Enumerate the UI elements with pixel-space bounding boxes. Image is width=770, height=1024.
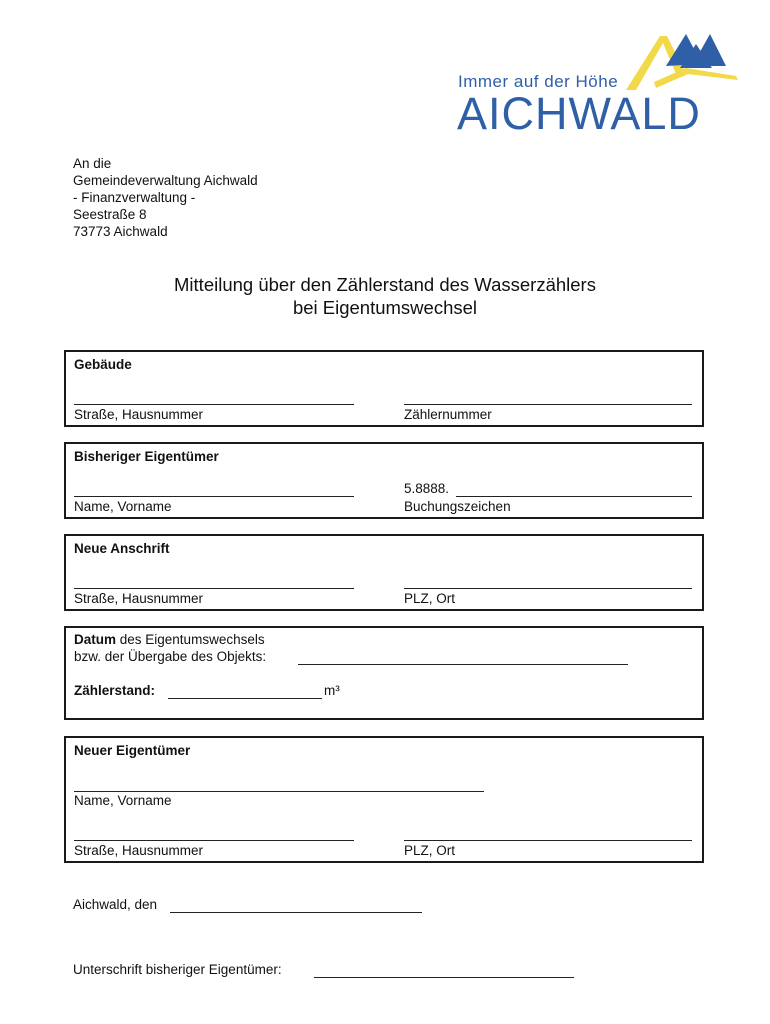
date-heading-rest: des Eigentumswechsels: [116, 632, 265, 647]
address-line: 73773 Aichwald: [73, 224, 168, 239]
name-input-line[interactable]: [74, 496, 354, 497]
meter-number-input-line[interactable]: [404, 404, 692, 405]
address-line: - Finanzverwaltung -: [73, 190, 196, 205]
title-line-1: Mitteilung über den Zählerstand des Wasserzählers: [174, 274, 596, 295]
aichwald-logo-mark-icon: [626, 30, 741, 92]
section-new-owner: [64, 736, 704, 863]
address-line: Gemeindeverwaltung Aichwald: [73, 173, 258, 188]
handover-date-input-line[interactable]: [298, 664, 628, 665]
document-title: [0, 273, 770, 319]
booking-prefix: 5.8888.: [404, 481, 450, 496]
section-heading: Neue Anschrift: [74, 541, 170, 556]
address-line: An die: [73, 156, 112, 171]
booking-label: Buchungszeichen: [404, 499, 511, 514]
handover-label: bzw. der Übergabe des Objekts:: [74, 649, 267, 664]
place-date-label: Aichwald, den: [73, 897, 158, 912]
section-previous-owner: [64, 442, 704, 519]
name-label: Name, Vorname: [74, 499, 172, 514]
recipient-address: [73, 155, 258, 240]
logo-tagline: Immer auf der Höhe: [458, 72, 619, 91]
street-label: Straße, Hausnummer: [74, 407, 204, 422]
street-label: Straße, Hausnummer: [74, 843, 204, 858]
meter-number-label: Zählernummer: [404, 407, 492, 422]
city-input-line[interactable]: [404, 840, 692, 841]
street-input-line[interactable]: [74, 840, 354, 841]
place-date-input-line[interactable]: [170, 912, 422, 913]
section-heading: Bisheriger Eigentümer: [74, 449, 219, 464]
date-heading: [74, 632, 265, 647]
meter-reading-input-line[interactable]: [168, 698, 322, 699]
booking-input-line[interactable]: [456, 496, 692, 497]
logo-name: AICHWALD: [457, 88, 701, 139]
section-heading: Gebäude: [74, 357, 132, 372]
street-label: Straße, Hausnummer: [74, 591, 204, 606]
address-line: Seestraße 8: [73, 207, 147, 222]
street-input-line[interactable]: [74, 404, 354, 405]
name-label: Name, Vorname: [74, 793, 172, 808]
name-input-line[interactable]: [74, 791, 484, 792]
date-heading-bold: Datum: [74, 632, 117, 647]
title-line-2: bei Eigentumswechsel: [292, 297, 478, 318]
signature-input-line[interactable]: [314, 977, 574, 978]
city-label: PLZ, Ort: [404, 591, 456, 606]
city-input-line[interactable]: [404, 588, 692, 589]
section-date-meter: [64, 626, 704, 720]
street-input-line[interactable]: [74, 588, 354, 589]
section-gebaeude: [64, 350, 704, 427]
section-heading: Neuer Eigentümer: [74, 743, 191, 758]
signature-label: Unterschrift bisheriger Eigentümer:: [73, 962, 282, 977]
city-label: PLZ, Ort: [404, 843, 456, 858]
unit-label: m³: [324, 683, 340, 698]
section-new-address: [64, 534, 704, 611]
meter-reading-label: Zählerstand:: [74, 683, 156, 698]
